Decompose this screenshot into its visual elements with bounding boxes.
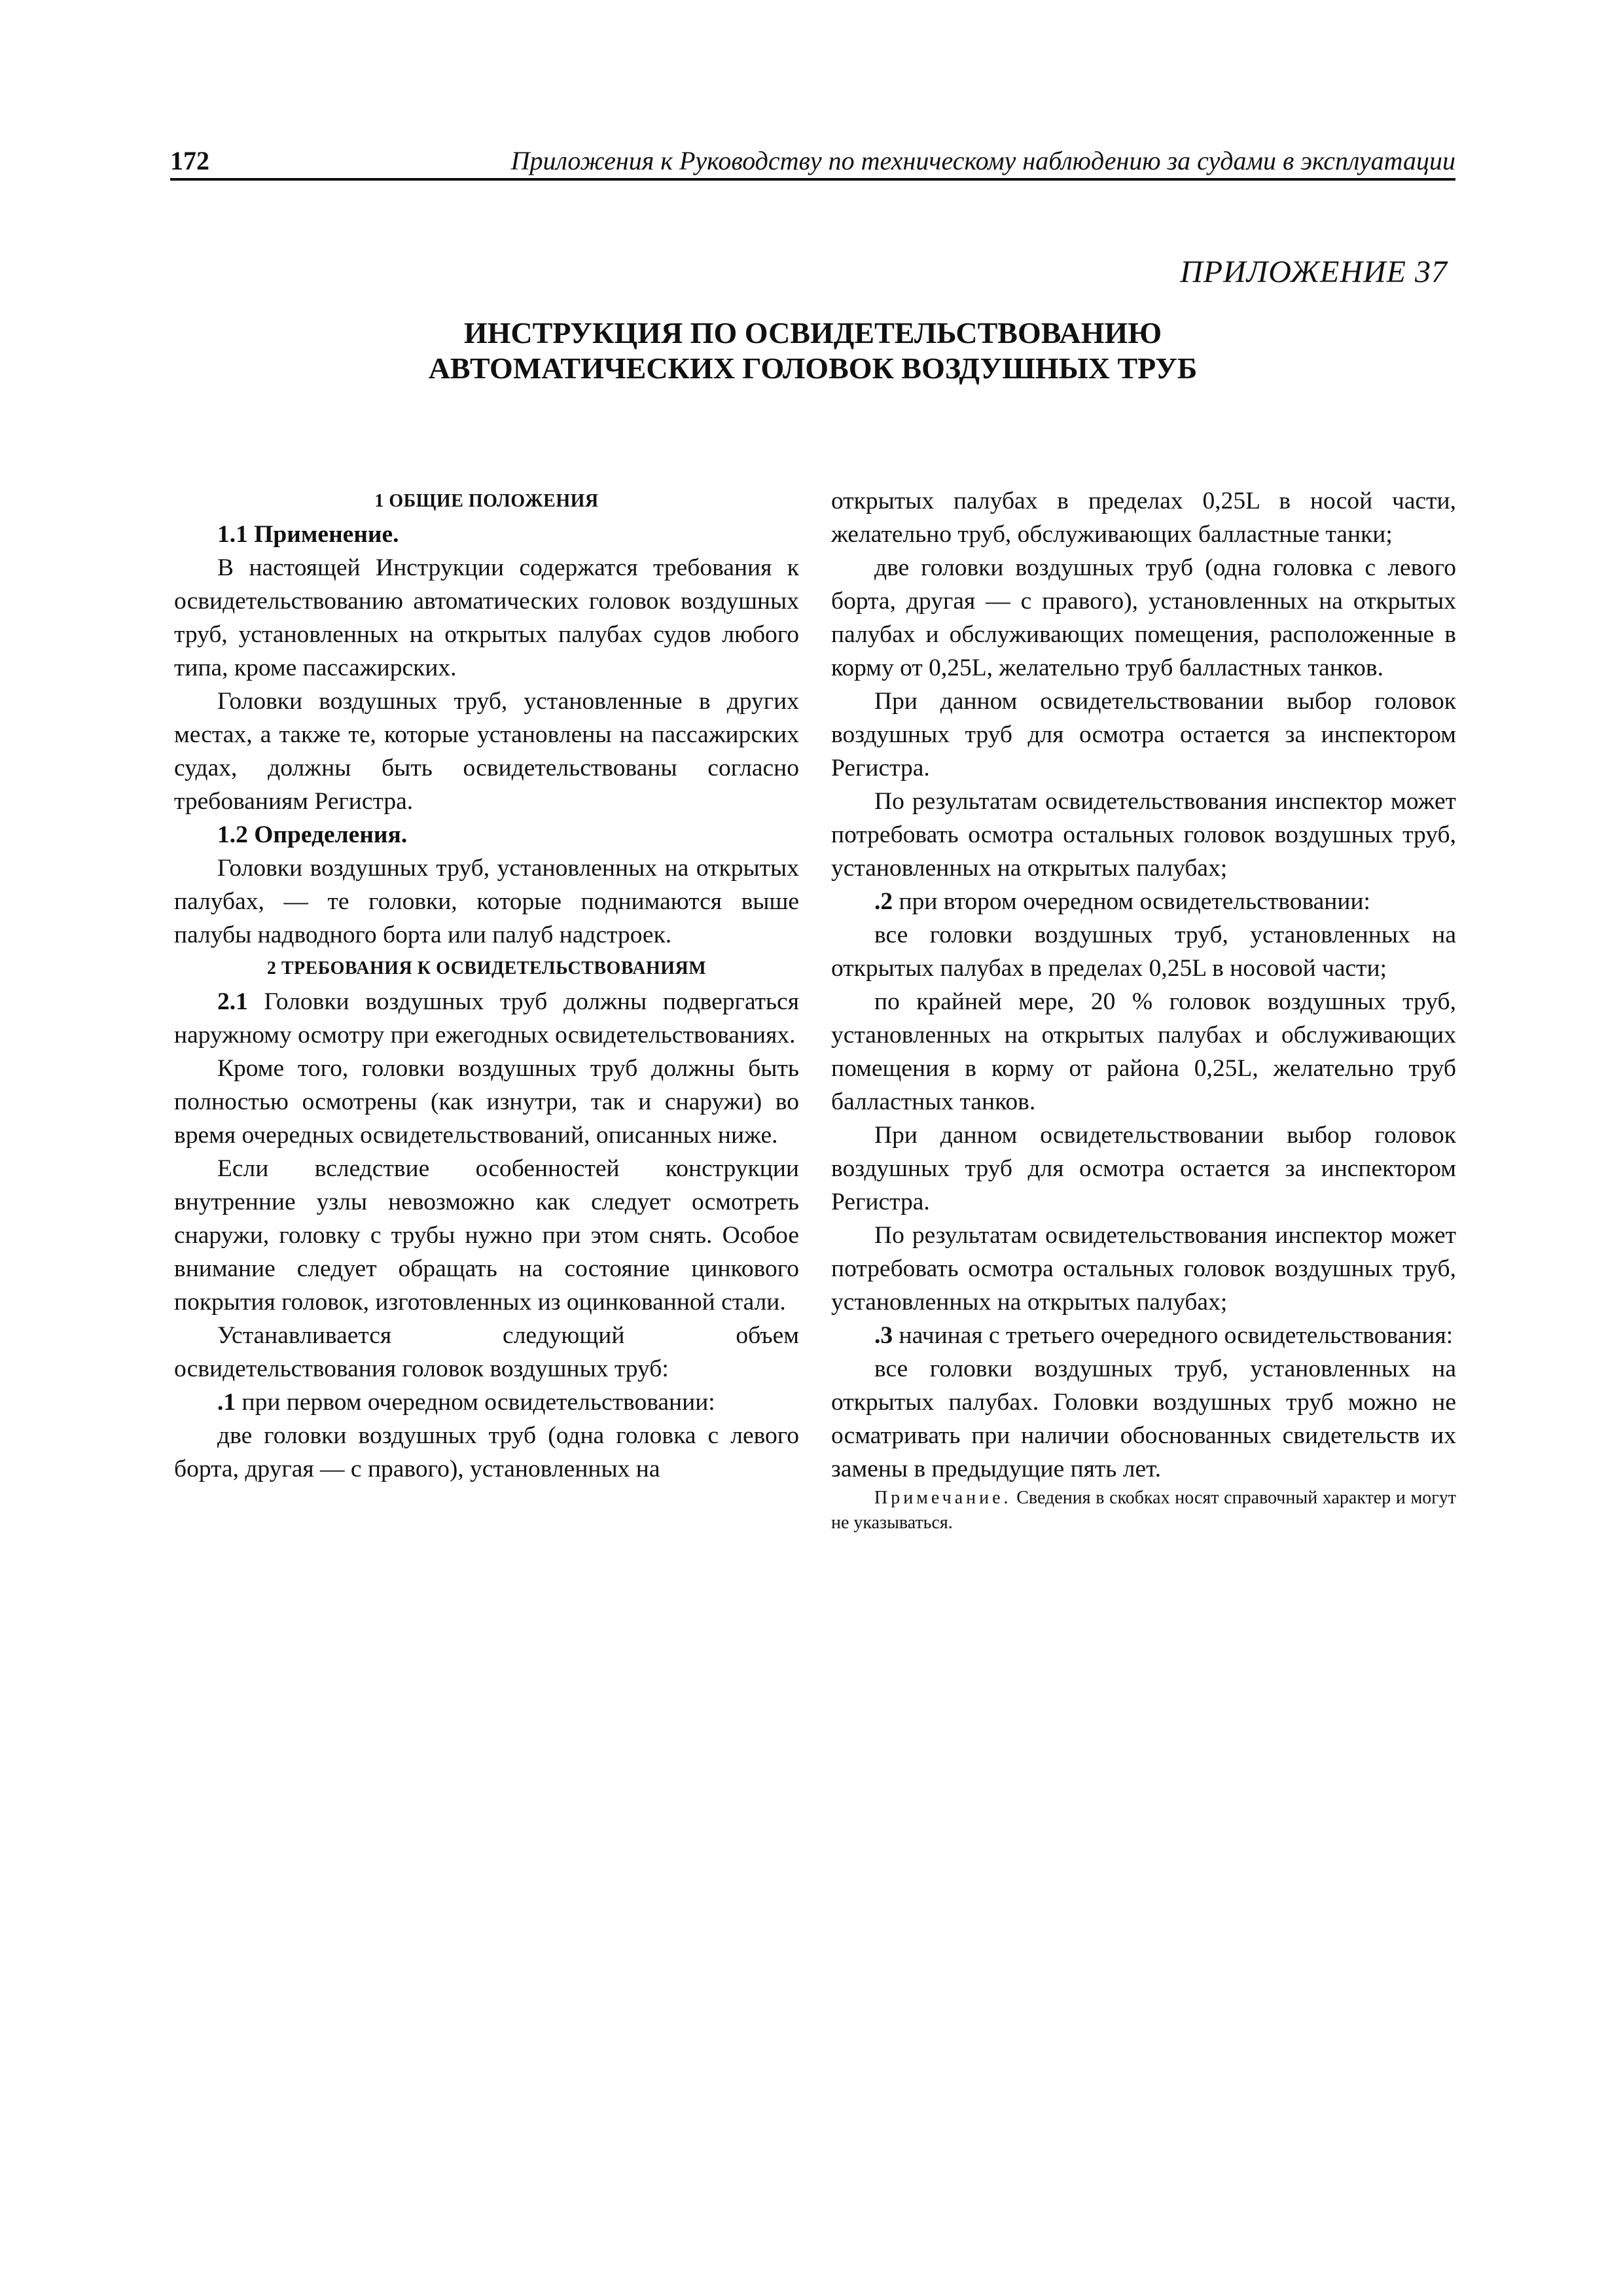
- list-item-2: [831, 885, 1456, 918]
- clause-1-2-heading: [174, 818, 799, 852]
- paragraph: Головки воздушных труб, установленные в других местах, а также те, которые установлены на пассажирских судах, должны быть освидетельствованы согласно требованиям Регистра.: [174, 688, 799, 815]
- clause-title: Определения.: [254, 821, 408, 848]
- paragraph: Устанавливается следующий объем освидетельствования головок воздушных труб:: [174, 1322, 799, 1382]
- note-label: Примечание.: [874, 1488, 1012, 1508]
- clause-number: 2.1: [217, 988, 248, 1015]
- paragraph: все головки воздушных труб, установленных на открытых палубах. Головки воздушных труб можно не осматривать при наличии обоснованных свидетельств их замены в предыдущие пять лет.: [831, 1355, 1456, 1482]
- left-column: [174, 484, 799, 1486]
- clause-title: Применение.: [254, 521, 399, 548]
- document-title: [170, 315, 1455, 386]
- clause-1-1-heading: [174, 518, 799, 551]
- item-number: .2: [874, 888, 893, 915]
- item-text: при первом очередном освидетельствовании:: [241, 1389, 715, 1416]
- page-number: 172: [170, 146, 209, 175]
- paragraph: В настоящей Инструкции содержатся требования к освидетельствованию автоматических головок воздушных труб, установленных на открытых палубах судов любого типа, кроме пассажирских.: [174, 554, 799, 681]
- paragraph: открытых палубах в пределах 0,25L в носой части, желательно труб, обслуживающих балластные танки;: [831, 488, 1456, 548]
- paragraph: Головки воздушных труб, установленных на открытых палубах, — те головки, которые поднимаются выше палубы надводного борта или палуб надстроек.: [174, 855, 799, 948]
- note: [831, 1486, 1456, 1535]
- paragraph: По результатам освидетельствования инспектор может потребовать осмотра остальных головок воздушных труб, установленных на открытых палубах;: [831, 1222, 1456, 1316]
- header-rule: [170, 178, 1455, 181]
- list-item-3: [831, 1319, 1456, 1352]
- item-text: начиная с третьего очередного освидетельствования:: [899, 1322, 1454, 1349]
- document-title-line-1: ИНСТРУКЦИЯ ПО ОСВИДЕТЕЛЬСТВОВАНИЮ: [463, 316, 1162, 350]
- paragraph: По результатам освидетельствования инспектор может потребовать осмотра остальных головок воздушных труб, установленных на открытых палубах;: [831, 788, 1456, 882]
- document-title-line-2: АВТОМАТИЧЕСКИХ ГОЛОВОК ВОЗДУШНЫХ ТРУБ: [428, 351, 1198, 385]
- section-heading-2: 2 ТРЕБОВАНИЯ К ОСВИДЕТЕЛЬСТВОВАНИЯМ: [266, 958, 707, 978]
- running-header: Приложения к Руководству по техническому наблюдению за судами в эксплуатации: [510, 146, 1455, 175]
- paragraph: две головки воздушных труб (одна головка с левого борта, другая — с правого), установленных на: [174, 1422, 799, 1482]
- appendix-label: ПРИЛОЖЕНИЕ 37: [1180, 255, 1448, 289]
- paragraph: При данном освидетельствовании выбор головок воздушных труб для осмотра остается за инспектором Регистра.: [831, 688, 1456, 781]
- item-text: при втором очередном освидетельствовании:: [899, 888, 1370, 915]
- list-item-1: [174, 1386, 799, 1419]
- paragraph: все головки воздушных труб, установленных на открытых палубах в пределах 0,25L в носовой части;: [831, 922, 1456, 982]
- clause-text: Головки воздушных труб должны подвергаться наружному осмотру при ежегодных освидетельствованиях.: [174, 988, 799, 1049]
- note-text: Сведения в скобках носят справочный характер и могут не указываться.: [831, 1488, 1457, 1533]
- clause-number: 1.2: [217, 821, 248, 848]
- paragraph: При данном освидетельствовании выбор головок воздушных труб для осмотра остается за инспектором Регистра.: [831, 1122, 1456, 1215]
- paragraph: Кроме того, головки воздушных труб должны быть полностью осмотрены (как изнутри, так и снаружи) во время очередных освидетельствований, описанных ниже.: [174, 1055, 799, 1149]
- section-heading-1: 1 ОБЩИЕ ПОЛОЖЕНИЯ: [374, 491, 599, 511]
- paragraph: Если вследствие особенностей конструкции внутренние узлы невозможно как следует осмотреть снаружи, головку с трубы нужно при этом снять. Особое внимание следует обращать на состояние цинкового покрытия головок, изготовленных из оцинкованной стали.: [174, 1155, 799, 1316]
- item-number: .3: [874, 1322, 893, 1349]
- paragraph: по крайней мере, 20 % головок воздушных труб, установленных на открытых палубах и обслуживающих помещения в корму от района 0,25L, желательно труб балластных танков.: [831, 988, 1456, 1115]
- clause-2-1: [174, 985, 799, 1052]
- paragraph: две головки воздушных труб (одна головка с левого борта, другая — с правого), установленных на открытых палубах и обслуживающих помещения, расположенные в корму от 0,25L, желательно труб балластных танков.: [831, 554, 1456, 681]
- right-column: [831, 484, 1456, 1535]
- item-number: .1: [217, 1389, 236, 1416]
- clause-number: 1.1: [217, 521, 248, 548]
